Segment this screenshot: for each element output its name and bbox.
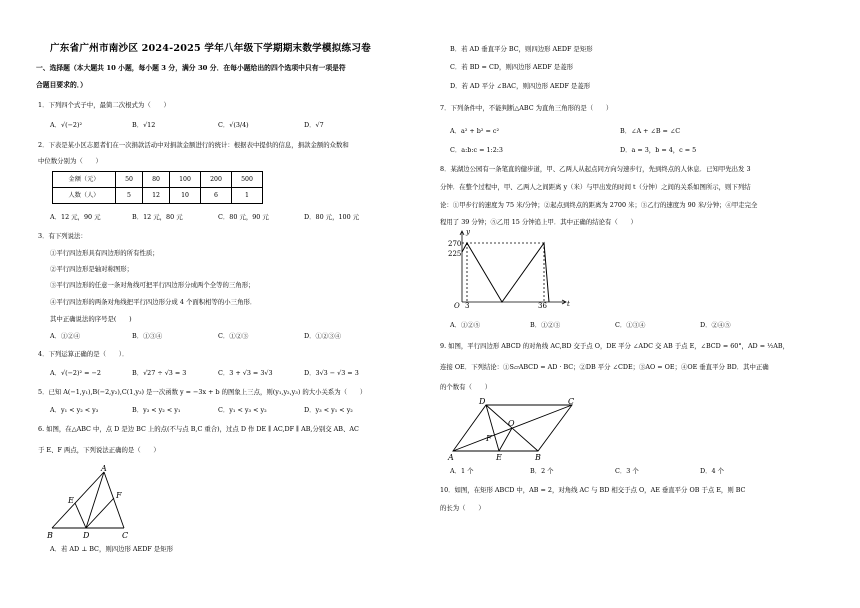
label-d: D — [479, 397, 486, 406]
q2-stem: 2．下表是某小区志愿者们在一次捐款活动中对捐款金额进行的统计：根据表中提供的信息，捐款金额的众数和 — [38, 141, 349, 149]
q2-option-b: B．12 元，80 元 — [132, 213, 183, 221]
q1-option-d: D．√7 — [304, 121, 324, 129]
q8-stem: 论：①甲步行的速度为 75 米/分钟；②起点到终点的距离为 2700 米；③乙行的速度为 90 米/分钟；④甲走完全 — [440, 201, 758, 209]
q6-option-a: A．若 AD ⊥ BC，则四边形 AEDF 是矩形 — [50, 545, 173, 553]
section-heading: 一、选择题（本大题共 10 小题，每小题 3 分，满分 30 分．在每小题给出的四个选项中只有一项是符 — [36, 64, 346, 72]
x-tick-36: 36 — [538, 302, 547, 310]
segment-de — [75, 503, 86, 528]
q7-option-c: C．a:b:c = 1:2:3 — [450, 146, 503, 154]
q6-stem: 6. 如图，在△ABC 中，点 D 是边 BC 上的点(不与点 B,C 重合)，过点 D 作 DE ∥ AC,DF ∥ AB,分别交 AB、AC — [38, 425, 359, 433]
label-f: F — [486, 434, 492, 443]
q4-stem: 4．下列运算正确的是（ ）． — [38, 350, 129, 358]
q7-stem: 7．下列条件中，不能判断△ABC 为直角三角形的是（ ） — [440, 104, 613, 112]
label-c: C — [568, 397, 575, 406]
table-cell: 50 — [116, 172, 143, 188]
triangle-figure — [42, 462, 142, 542]
q1-option-c: C．√(3/4) — [218, 121, 249, 129]
q2-stem-cont: 中位数分别为（ ） — [38, 157, 102, 165]
q1-option-a: A．√(−2)² — [50, 121, 83, 129]
x-tick-3: 3 — [465, 302, 470, 310]
table-cell: 1 — [232, 188, 263, 204]
page-title: 广东省广州市南沙区 2024-2025 学年八年级下学期期末数学模拟练习卷 — [50, 43, 371, 54]
table-cell: 80 — [143, 172, 170, 188]
side-ac — [104, 472, 124, 528]
table-row — [53, 172, 263, 188]
q4-option-b: B．√27 ÷ √3 = 3 — [132, 369, 187, 377]
label-e: E — [68, 496, 74, 505]
table-cell: 200 — [201, 172, 232, 188]
q6-stem-cont: 于 E、F 两点，下列说法正确的是（ ） — [38, 446, 160, 454]
q9-option-b: B．2 个 — [530, 467, 554, 475]
y-tick-225: 225 — [448, 250, 462, 258]
q3-item: ①平行四边形具有四边形的所有性质； — [50, 249, 159, 257]
y-axis-label: y — [466, 228, 470, 236]
q8-stem: 分钟．在整个过程中，甲、乙两人之间距离 y（米）与甲出发的时间 t（分钟）之间的关系如图所示，则下列结 — [440, 183, 751, 191]
table-cell: 100 — [170, 172, 201, 188]
q8-option-a: A．①②⑤ — [450, 321, 481, 329]
q8-option-d: D．②④⑤ — [700, 321, 731, 329]
q5-option-d: D．y₃ < y₁ < y₂ — [304, 406, 353, 414]
label-d: D — [83, 531, 90, 540]
q2-option-c: C．80 元，90 元 — [218, 213, 269, 221]
q5-stem: 5．已知 A(−1,y₁),B(−2,y₂),C(1,y₃) 是一次函数 y = −3x + b 的图象上三点，则(y₁,y₂,y₃) 的大小关系为（ ） — [38, 388, 367, 396]
q1-stem: 1．下列四个式子中，最简二次根式为（ ） — [38, 101, 170, 109]
table-cell: 5 — [116, 188, 143, 204]
q5-option-b: B．y₃ < y₂ < y₁ — [132, 406, 181, 414]
q3-item: ④平行四边形的两条对角线把平行四边形分成 4 个面积相等的小三角形． — [50, 298, 257, 306]
q8-option-c: C．①③④ — [615, 321, 646, 329]
q9-stem: 连接 OE．下列结论：①S▱ABCD = AD · BC；②DB 平分 ∠CDE；③AO = OE；④OE 垂直平分 BD．其中正确 — [440, 363, 769, 371]
label-e: E — [496, 453, 502, 462]
bisector-de — [486, 405, 499, 451]
q3-item: ③平行四边形的任意一条对角线可把平行四边形分成两个全等的三角形； — [50, 281, 255, 289]
table-cell: 10 — [170, 188, 201, 204]
q7-option-a: A．a² + b² = c² — [450, 127, 500, 135]
q6-option-d: D．若 AD 平分 ∠BAC，则四边形 AEDF 是菱形 — [450, 82, 591, 90]
q4-option-c: C．3 + √3 = 3√3 — [218, 369, 273, 377]
q4-option-a: A．√(−2)² = −2 — [50, 369, 101, 377]
label-b: B — [47, 531, 53, 540]
label-c: C — [122, 531, 129, 540]
q2-option-d: D．80 元，100 元 — [304, 213, 360, 221]
x-axis-label: t — [567, 300, 570, 308]
side-ab — [52, 472, 104, 528]
q1-option-b: B．√12 — [132, 121, 156, 129]
q9-stem: 的个数有（ ） — [440, 383, 492, 391]
q9-option-c: C．3 个 — [615, 467, 639, 475]
q7-option-d: D．a = 3，b = 4，c = 5 — [620, 146, 697, 154]
q5-option-c: C．y₁ < y₃ < y₂ — [218, 406, 267, 414]
table-row — [53, 188, 263, 204]
label-b: B — [535, 453, 541, 462]
q10-stem: 10．如图，在矩形 ABCD 中，AB = 2，对角线 AC 与 BD 相交于点 O，AE 垂直平分 OB 于点 E，则 BC — [440, 486, 746, 494]
table-cell: 6 — [201, 188, 232, 204]
donation-table — [52, 171, 263, 204]
origin-label: O — [454, 302, 460, 310]
parallelogram-figure — [446, 396, 586, 462]
segment-df — [86, 498, 114, 528]
q3-item: ②平行四边形是轴对称图形； — [50, 265, 134, 273]
label-f: F — [116, 491, 122, 500]
label-a: A — [448, 453, 454, 462]
section-heading-cont: 合题目要求的．） — [36, 81, 87, 89]
q2-option-a: A．12 元，90 元 — [50, 213, 101, 221]
table-cell: 金额（元） — [53, 172, 116, 188]
q3-option-c: C．①②③ — [218, 332, 249, 340]
q4-option-d: D．3√3 − √3 = 3 — [304, 369, 359, 377]
q9-stem: 9. 如图，平行四边形 ABCD 的对角线 AC,BD 交于点 O，DE 平分 ∠ADC 交 AB 于点 E，∠BCD = 60°，AD = ½AB， — [440, 342, 789, 350]
q8-option-b: B．①②③ — [530, 321, 561, 329]
label-a: A — [101, 464, 107, 473]
q8-stem: 程用了 39 分钟；⑤乙用 15 分钟追上甲．其中正确的结论有（ ） — [440, 218, 637, 226]
q3-option-d: D．①②③④ — [304, 332, 342, 340]
table-cell: 12 — [143, 188, 170, 204]
q3-option-a: A．①②④ — [50, 332, 81, 340]
table-cell: 人数（人） — [53, 188, 116, 204]
q9-option-a: A．1 个 — [450, 467, 474, 475]
segment-ad — [86, 472, 104, 528]
y-tick-270: 270 — [448, 240, 462, 248]
q9-option-d: D．4 个 — [700, 467, 725, 475]
q3-prompt: 其中正确说法的序号是( ) — [50, 315, 132, 323]
segment-oe — [499, 428, 512, 451]
q6-option-b: B．若 AD 垂直平分 BC，则四边形 AEDF 是矩形 — [450, 45, 593, 53]
label-o: O — [508, 419, 515, 428]
q10-stem-cont: 的长为（ ） — [440, 504, 485, 512]
q5-option-a: A．y₁ < y₂ < y₃ — [50, 406, 99, 414]
table-cell: 500 — [232, 172, 263, 188]
q7-option-b: B．∠A + ∠B = ∠C — [620, 127, 681, 135]
q8-stem: 8．某湖边公园有一条笔直的健步道，甲、乙两人从起点同方向匀速步行，先到终点的人休息．已知甲先出发 3 — [440, 165, 751, 173]
q3-stem: 3．有下列说法： — [38, 232, 87, 240]
q6-option-c: C．若 BD = CD，则四边形 AEDF 是菱形 — [450, 63, 573, 71]
distance-curve — [462, 243, 549, 302]
distance-time-graph — [440, 226, 580, 310]
q3-option-b: B．①③④ — [132, 332, 163, 340]
